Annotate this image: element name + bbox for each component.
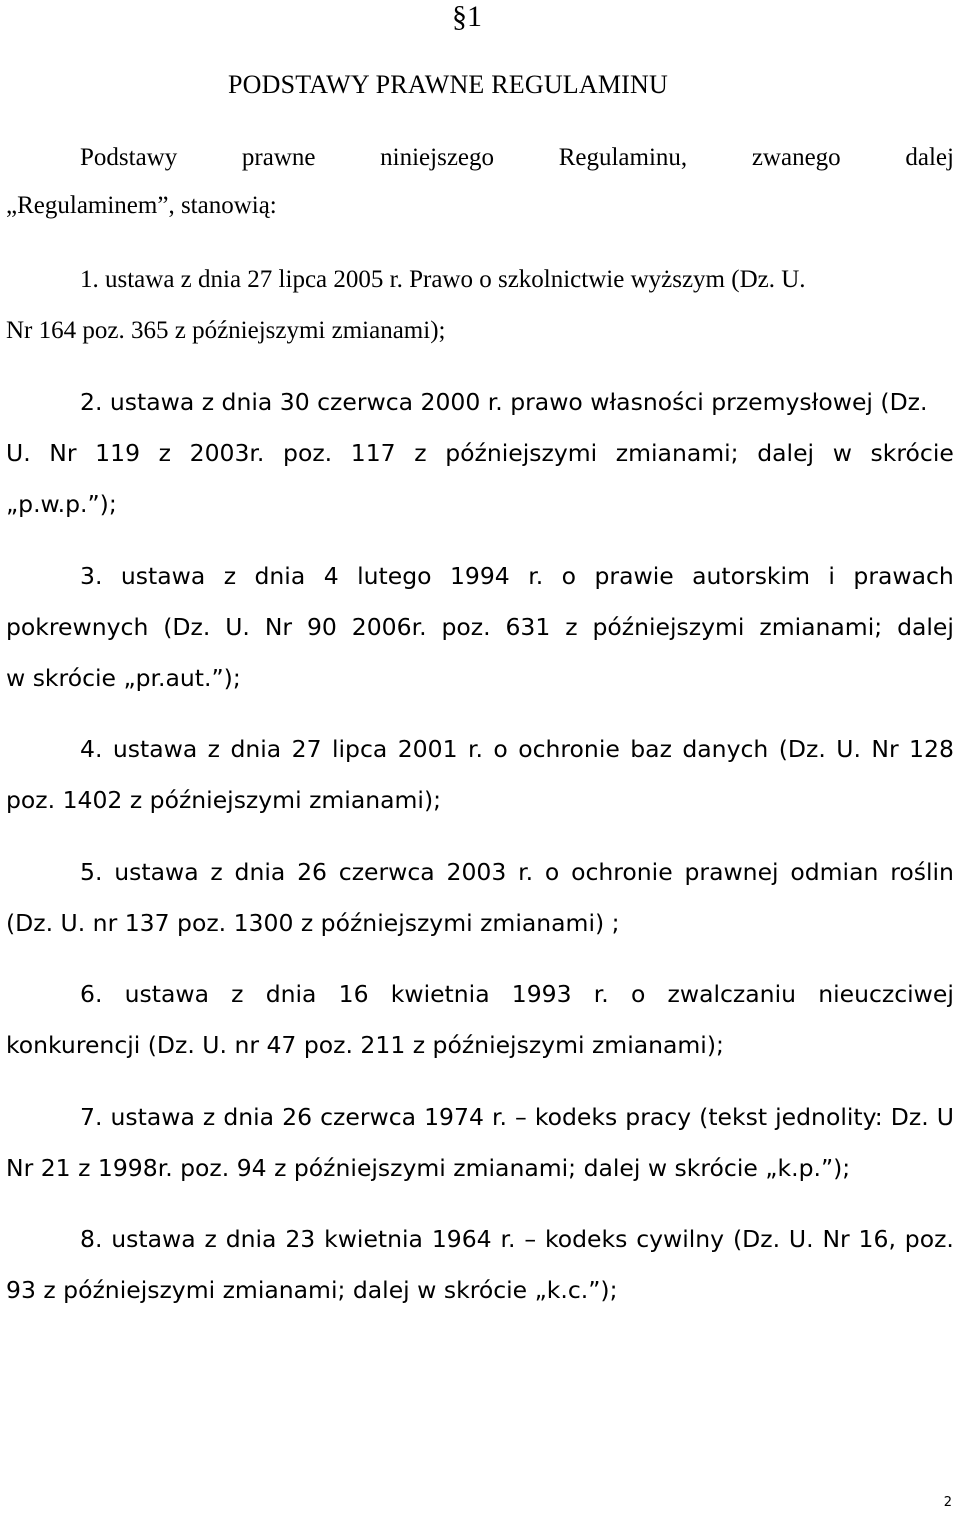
word: (tekst	[699, 1103, 768, 1131]
word: 26	[282, 1103, 313, 1131]
list-item-8-line-2: 93 z późniejszymi zmianami; dalej w skrócie „k.c.”);	[6, 1276, 618, 1304]
word: o	[493, 735, 508, 763]
word: ochronie	[518, 735, 620, 763]
list-item-2-line-2	[6, 435, 954, 471]
word: 1994	[449, 562, 510, 590]
word: o	[544, 858, 560, 886]
word: r.	[528, 562, 544, 590]
list-item-7-line-1	[6, 1099, 954, 1135]
list-item-2-line-3: „p.w.p.”);	[6, 490, 117, 518]
word: zmianami;	[759, 613, 883, 641]
word: lutego	[357, 562, 432, 590]
word: 2006r.	[351, 613, 427, 641]
word: (Dz.	[778, 735, 826, 763]
word: ustawa	[120, 562, 206, 590]
word: 2001	[397, 735, 458, 763]
word: 2003r.	[189, 439, 265, 467]
word: dalej	[757, 439, 815, 467]
word: 1993	[511, 980, 572, 1008]
word: 1974	[424, 1103, 484, 1131]
word: pracy	[625, 1103, 692, 1131]
word: 90	[306, 613, 337, 641]
word: U	[936, 1103, 954, 1131]
word: z	[207, 735, 221, 763]
word: o	[630, 980, 646, 1008]
word: z	[158, 439, 171, 467]
word: i	[828, 562, 835, 590]
word: r.	[518, 858, 534, 886]
word: 4	[323, 562, 339, 590]
word: 23	[285, 1225, 316, 1253]
word: (Dz.	[732, 1225, 781, 1253]
word: z	[202, 1103, 216, 1131]
word: ochronie	[571, 858, 673, 886]
word: –	[515, 1103, 527, 1131]
list-item-3-line-2	[6, 609, 954, 645]
list-item-8-line-1	[6, 1221, 954, 1257]
word: jednolity:	[775, 1103, 883, 1131]
word: zwanego	[751, 144, 841, 171]
word: niniejszego	[380, 144, 495, 171]
word: ustawa	[110, 1103, 195, 1131]
word: czerwca	[338, 858, 435, 886]
word: dnia	[234, 858, 286, 886]
word: baz	[630, 735, 672, 763]
word: poz.	[441, 613, 491, 641]
intro-line-1	[6, 140, 954, 176]
word: dnia	[225, 1225, 277, 1253]
word: ustawa	[112, 735, 198, 763]
word: 16	[338, 980, 369, 1008]
word: danych	[682, 735, 769, 763]
word: dnia	[223, 1103, 275, 1131]
word: 631	[505, 613, 551, 641]
word: 117	[350, 439, 396, 467]
word: dnia	[265, 980, 317, 1008]
word: Podstawy	[80, 144, 178, 171]
word: z	[204, 1225, 217, 1253]
list-item-7-line-2: Nr 21 z 1998r. poz. 94 z późniejszymi zmianami; dalej w skrócie „k.p.”);	[6, 1154, 851, 1182]
word: w	[832, 439, 852, 467]
intro-line-2: „Regulaminem”, stanowią:	[6, 192, 277, 219]
word: ustawa	[114, 858, 199, 886]
word: 119	[95, 439, 141, 467]
list-item-5-line-1	[6, 854, 954, 890]
list-item-4-line-2: poz. 1402 z późniejszymi zmianami);	[6, 786, 442, 814]
word: prawie	[594, 562, 674, 590]
word: poz.	[283, 439, 333, 467]
word: 2003	[446, 858, 507, 886]
list-item-4-line-1	[6, 731, 954, 767]
word: (Dz.	[163, 613, 211, 641]
word: zmianami;	[615, 439, 739, 467]
word: 5.	[80, 858, 103, 886]
word: z	[210, 858, 223, 886]
word: o	[561, 562, 577, 590]
word: r.	[491, 1103, 507, 1131]
word: z	[223, 562, 237, 590]
word: z	[565, 613, 578, 641]
word: pokrewnych	[6, 613, 149, 641]
word: z	[231, 980, 244, 1008]
word: późniejszymi	[445, 439, 598, 467]
word: prawnej	[684, 858, 779, 886]
word: zwalczaniu	[667, 980, 796, 1008]
word: dalej	[905, 144, 954, 171]
word: 4.	[80, 735, 103, 763]
word: kwietnia	[324, 1225, 423, 1253]
list-item-3-line-3: w skrócie „pr.aut.”);	[6, 664, 241, 692]
word: czerwca	[320, 1103, 417, 1131]
word: 128	[909, 735, 954, 763]
list-item-1-line-1: 1. ustawa z dnia 27 lipca 2005 r. Prawo o szkolnictwie wyższym (Dz. U.	[80, 266, 806, 293]
word: dnia	[230, 735, 282, 763]
word: Dz.	[890, 1103, 929, 1131]
word: Nr	[871, 735, 899, 763]
word: –	[524, 1225, 537, 1253]
section-mark: §1	[452, 0, 482, 33]
word: kodeks	[534, 1103, 618, 1131]
word: 27	[291, 735, 322, 763]
word: kodeks	[544, 1225, 628, 1253]
list-item-1-line-2: Nr 164 poz. 365 z późniejszymi zmianami);	[6, 317, 446, 344]
page-number: 2	[943, 1495, 952, 1510]
word: U.	[225, 613, 250, 641]
word: roślin	[890, 858, 954, 886]
word: prawne	[241, 144, 316, 171]
word: Regulaminu,	[558, 144, 688, 171]
word: Nr	[264, 613, 293, 641]
word: r.	[500, 1225, 516, 1253]
list-item-6-line-1	[6, 976, 954, 1012]
list-item-2-line-1: 2. ustawa z dnia 30 czerwca 2000 r. prawo własności przemysłowej (Dz.	[80, 388, 928, 416]
word: ustawa	[111, 1225, 196, 1253]
word: dnia	[254, 562, 306, 590]
word: r.	[593, 980, 609, 1008]
word: 8.	[80, 1225, 103, 1253]
list-item-6-line-2: konkurencji (Dz. U. nr 47 poz. 211 z późniejszymi zmianami);	[6, 1031, 724, 1059]
word: skrócie	[870, 439, 954, 467]
word: kwietnia	[390, 980, 490, 1008]
word: 16,	[858, 1225, 896, 1253]
word: U.	[6, 439, 31, 467]
word: U.	[788, 1225, 814, 1253]
list-item-5-line-2: (Dz. U. nr 137 poz. 1300 z późniejszymi zmianami) ;	[6, 909, 620, 937]
word: cywilny	[636, 1225, 725, 1253]
word: 26	[297, 858, 327, 886]
word: późniejszymi	[592, 613, 745, 641]
word: 6.	[80, 980, 103, 1008]
word: Nr	[822, 1225, 850, 1253]
word: Nr	[49, 439, 77, 467]
word: 3.	[80, 562, 103, 590]
word: autorskim	[692, 562, 810, 590]
word: odmian	[790, 858, 879, 886]
word: 1964	[431, 1225, 492, 1253]
word: z	[414, 439, 427, 467]
word: nieuczciwej	[818, 980, 954, 1008]
word: poz.	[904, 1225, 954, 1253]
list-item-3-line-1	[6, 558, 954, 594]
word: prawach	[853, 562, 954, 590]
word: dalej	[897, 613, 954, 641]
word: ustawa	[124, 980, 209, 1008]
word: 7.	[80, 1103, 103, 1131]
word: U.	[836, 735, 861, 763]
document-title: PODSTAWY PRAWNE REGULAMINU	[228, 70, 668, 99]
word: lipca	[331, 735, 388, 763]
word: r.	[467, 735, 483, 763]
